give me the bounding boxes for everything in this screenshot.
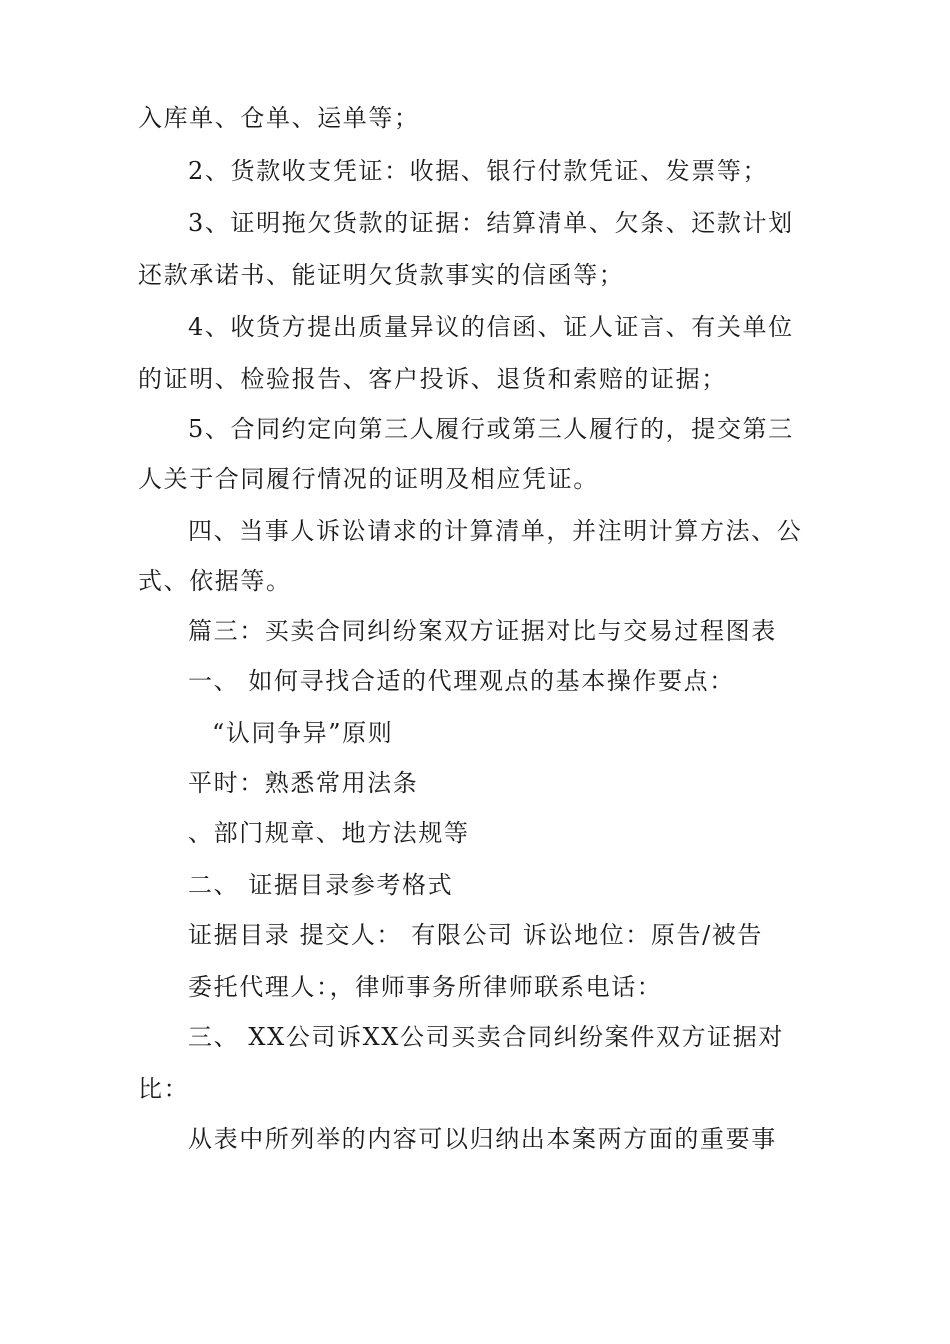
text-line: “认同争异”原则 xyxy=(212,719,394,747)
text-line: 4、收货方提出质量异议的信函、证人证言、有关单位 xyxy=(188,313,794,341)
text-line: 5、合同约定向第三人履行或第三人履行的，提交第三 xyxy=(188,415,794,443)
text-line: 入库单、仓单、运单等； xyxy=(138,104,420,132)
text-line: 证据目录 提交人： 有限公司 诉讼地位：原告/被告 xyxy=(188,921,763,949)
text-line: 平时：熟悉常用法条 xyxy=(188,769,419,797)
text-line: 还款承诺书、能证明欠货款事实的信函等； xyxy=(138,261,625,289)
text-line: 式、依据等。 xyxy=(138,567,292,595)
text-line: 3、证明拖欠货款的证据：结算清单、欠条、还款计划 xyxy=(188,209,794,237)
section-heading: 篇三：买卖合同纠纷案双方证据对比与交易过程图表 xyxy=(188,617,777,645)
text-line: 三、 XX公司诉XX公司买卖合同纠纷案件双方证据对 xyxy=(188,1023,784,1051)
text-line: 比： xyxy=(138,1075,190,1103)
text-line: 从表中所列举的内容可以归纳出本案两方面的重要事 xyxy=(188,1125,777,1153)
text-line: 一、 如何寻找合适的代理观点的基本操作要点： xyxy=(188,667,735,695)
text-line: 人关于合同履行情况的证明及相应凭证。 xyxy=(138,465,599,493)
text-line: 2、货款收支凭证：收据、银行付款凭证、发票等； xyxy=(188,157,769,185)
text-line: 二、 证据目录参考格式 xyxy=(188,871,454,899)
text-line: 四、当事人诉讼请求的计算清单，并注明计算方法、公 xyxy=(188,517,803,545)
text-line: 、部门规章、地方法规等 xyxy=(188,819,470,847)
text-line: 的证明、检验报告、客户投诉、退货和索赔的证据； xyxy=(138,365,727,393)
text-line: 委托代理人：，律师事务所律师联系电话： xyxy=(188,973,663,1001)
